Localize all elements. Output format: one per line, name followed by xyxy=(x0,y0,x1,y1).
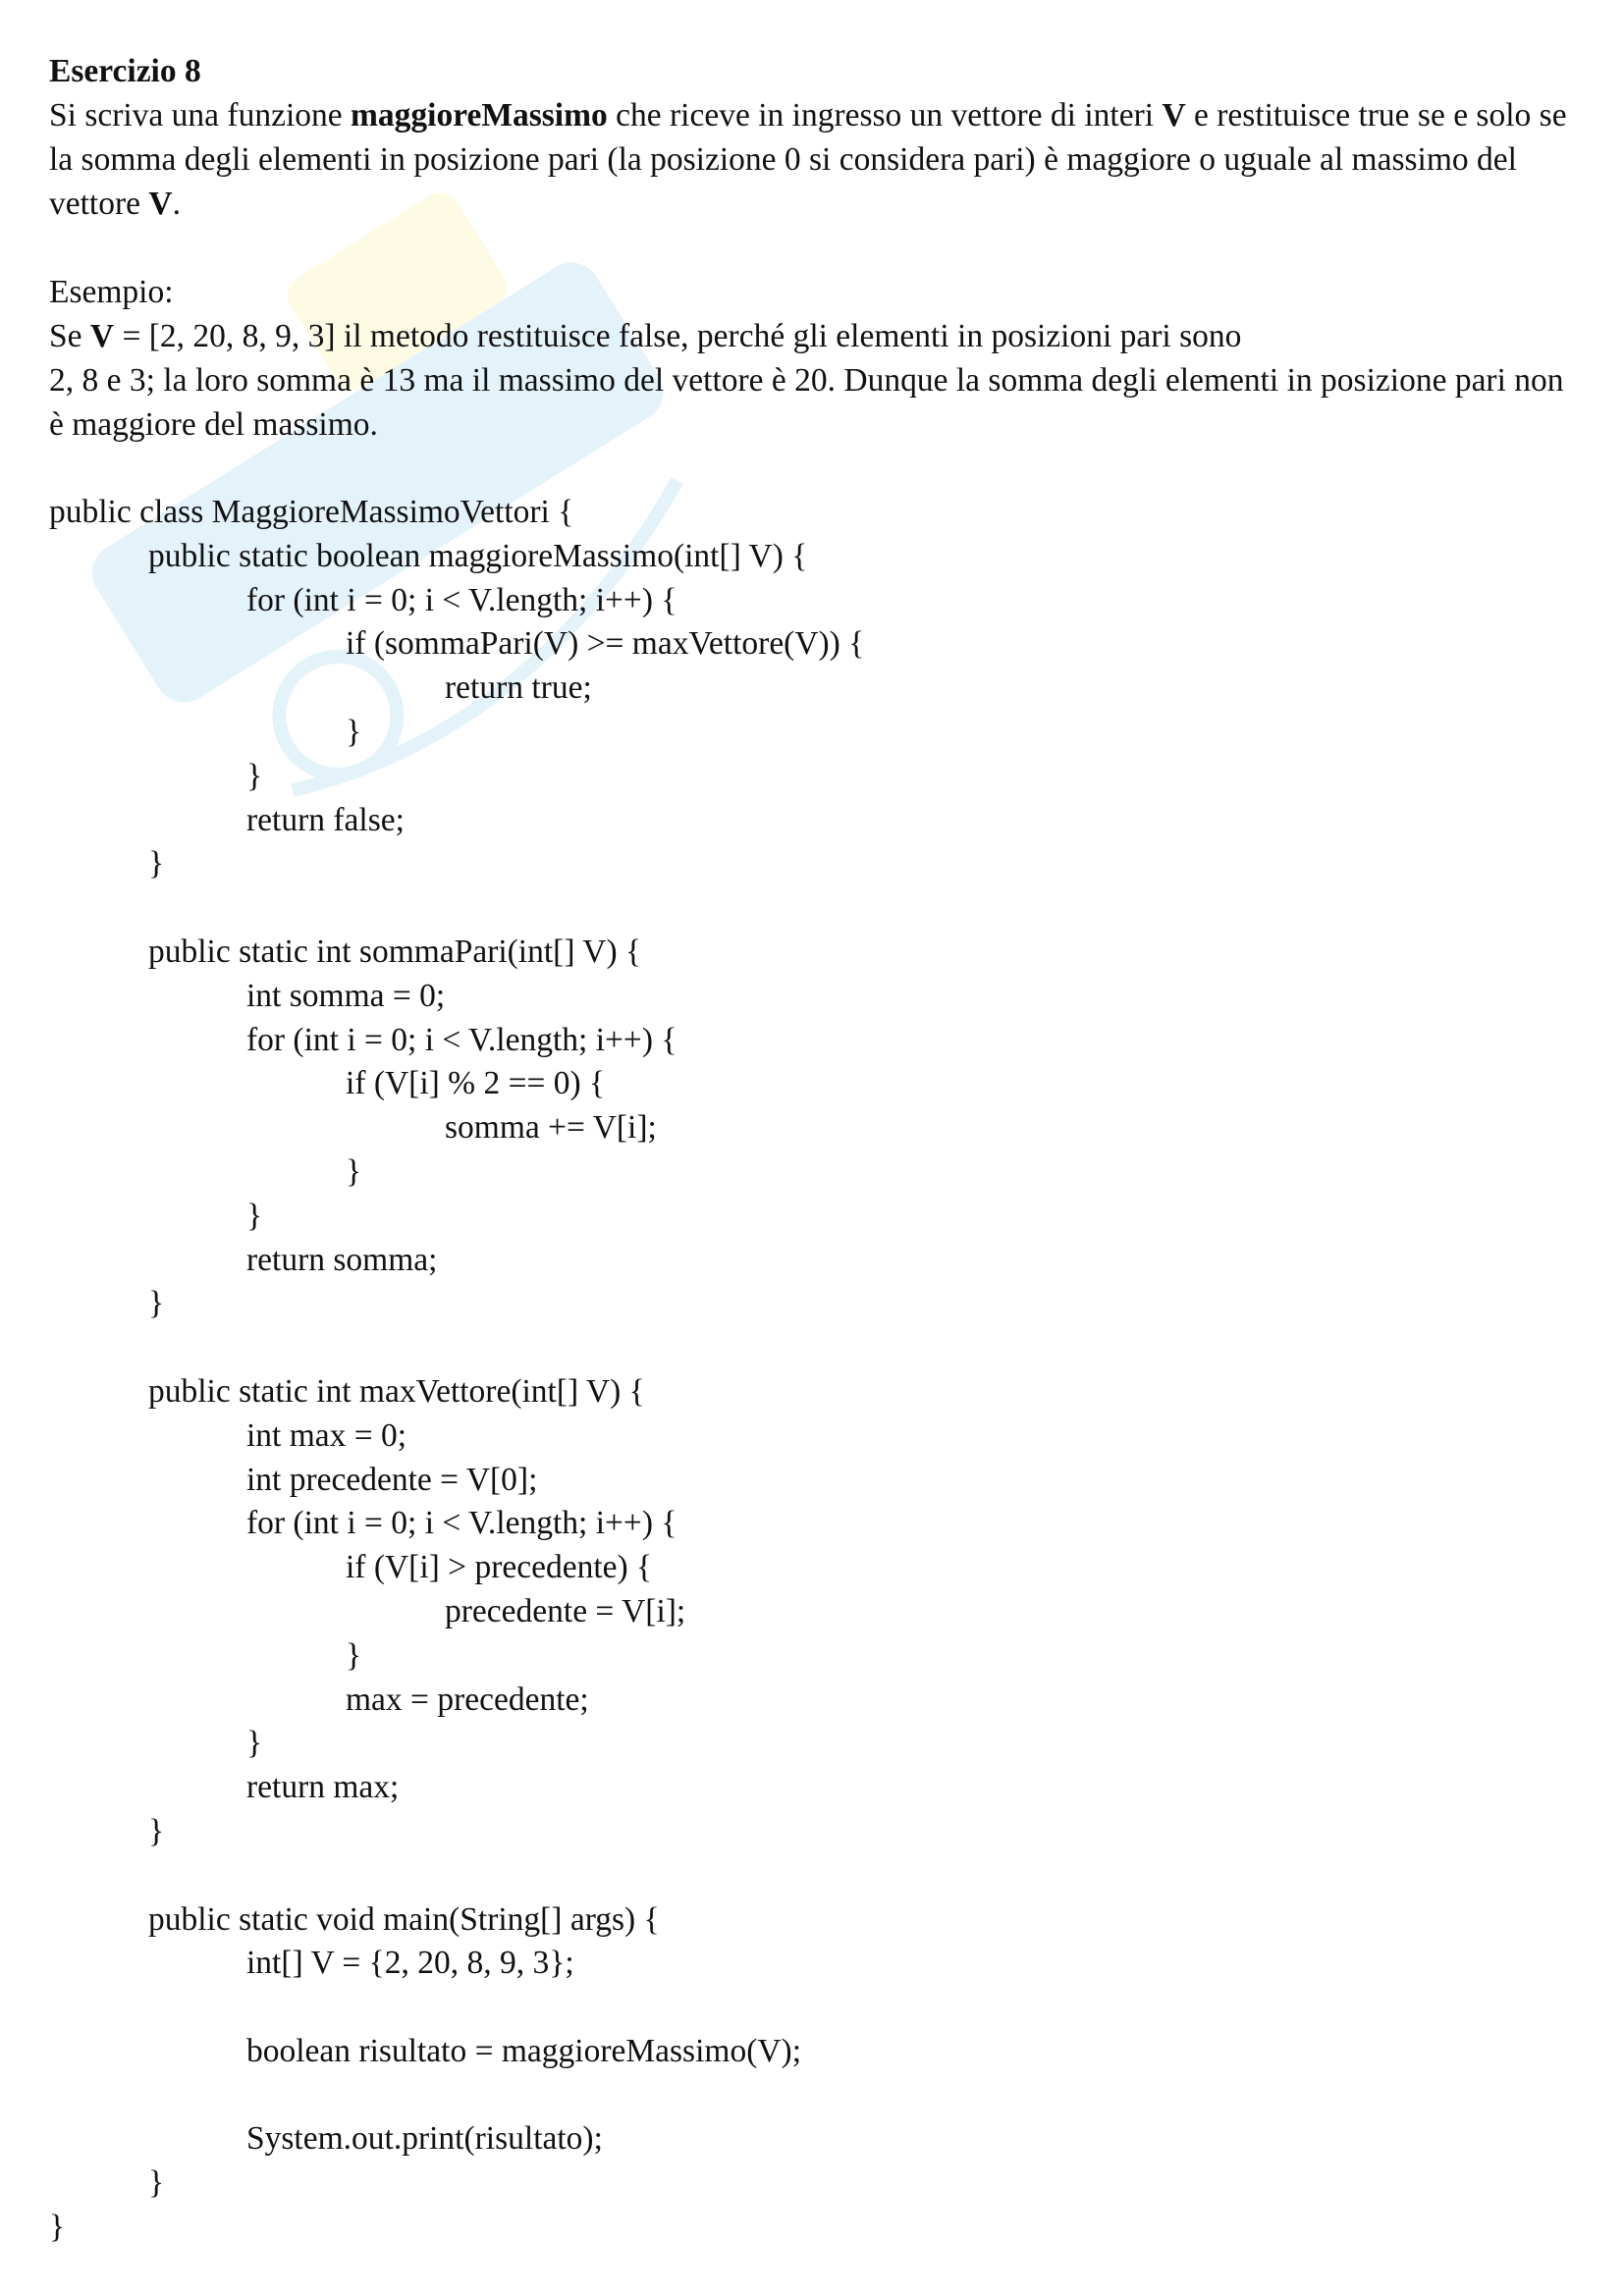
code-line: return false; xyxy=(246,801,405,838)
code-line xyxy=(49,1854,1581,1898)
code-line: } xyxy=(346,713,362,750)
code-line: } xyxy=(246,1197,263,1234)
description-text: Si scriva una funzione xyxy=(49,97,351,133)
code-line: if (sommaPari(V) >= maxVettore(V)) { xyxy=(346,625,865,663)
code-line: } xyxy=(49,2209,66,2246)
code-line: } xyxy=(148,845,165,882)
example-line xyxy=(49,314,1581,358)
code-line: int max = 0; xyxy=(246,1416,407,1454)
code-line: precedente = V[i]; xyxy=(445,1592,686,1629)
code-line: for (int i = 0; i < V.length; i++) { xyxy=(246,1021,677,1058)
vector-name: V xyxy=(148,186,173,222)
exercise-title: Esercizio 8 xyxy=(49,53,201,89)
code-line: return true; xyxy=(445,669,592,707)
exercise-description xyxy=(49,93,1581,226)
code-line: } xyxy=(148,1812,165,1849)
document-content xyxy=(49,49,1581,2250)
code-line: } xyxy=(246,757,263,794)
code-line: boolean risultato = maggioreMassimo(V); xyxy=(246,2032,802,2069)
description-text: che riceve in ingresso un vettore di interi xyxy=(607,97,1163,133)
description-text: . xyxy=(172,186,181,222)
code-line: } xyxy=(346,1636,362,1674)
code-line: public class MaggioreMassimoVettori { xyxy=(49,494,574,530)
code-line: somma += V[i]; xyxy=(445,1109,657,1147)
example-text: = [2, 20, 8, 9, 3] il metodo restituisce false, perché gli elementi in posizioni pari sono xyxy=(114,318,1242,354)
code-line: return somma; xyxy=(246,1241,438,1278)
code-line: max = precedente; xyxy=(346,1681,589,1718)
code-line: public static boolean maggioreMassimo(int[] V) { xyxy=(148,537,808,574)
code-line: int somma = 0; xyxy=(246,977,446,1014)
code-line: public static int sommaPari(int[] V) { xyxy=(148,933,642,970)
code-block xyxy=(49,491,1581,2250)
spacer xyxy=(49,226,1581,270)
code-line: public static int maxVettore(int[] V) { xyxy=(148,1372,645,1410)
code-line: } xyxy=(346,1152,362,1190)
code-line: if (V[i] > precedente) { xyxy=(346,1549,653,1586)
code-line: for (int i = 0; i < V.length; i++) { xyxy=(246,581,677,618)
code-line: } xyxy=(246,1725,263,1762)
vector-name: V xyxy=(1162,97,1186,133)
spacer xyxy=(49,447,1581,491)
code-line: } xyxy=(148,1285,165,1322)
function-name: maggioreMassimo xyxy=(351,97,608,133)
code-line: for (int i = 0; i < V.length; i++) { xyxy=(246,1505,677,1542)
code-line xyxy=(49,886,1581,931)
code-line xyxy=(49,2074,1581,2118)
code-line: public static void main(String[] args) { xyxy=(148,1900,660,1938)
code-line: int precedente = V[0]; xyxy=(246,1461,538,1498)
description-text: e restituisce true se e solo se la somma degli elementi in posizione pari (la posizione 0 si considera pari) è maggiore o uguale al massimo del vettore xyxy=(49,97,1567,222)
example-line: 2, 8 e 3; la loro somma è 13 ma il massimo del vettore è 20. Dunque la somma degli elementi in posizione pari non è maggiore del massimo. xyxy=(49,362,1564,443)
code-line: System.out.print(risultato); xyxy=(246,2120,603,2158)
code-line: int[] V = {2, 20, 8, 9, 3}; xyxy=(246,1945,574,1982)
code-line: if (V[i] % 2 == 0) { xyxy=(346,1065,606,1102)
code-line xyxy=(49,1986,1581,2030)
code-line xyxy=(49,1326,1581,1370)
vector-name: V xyxy=(89,318,115,354)
code-line: return max; xyxy=(246,1769,400,1806)
code-line: } xyxy=(148,2164,165,2202)
example-text: Se xyxy=(49,318,90,354)
example-heading: Esempio: xyxy=(49,274,174,310)
